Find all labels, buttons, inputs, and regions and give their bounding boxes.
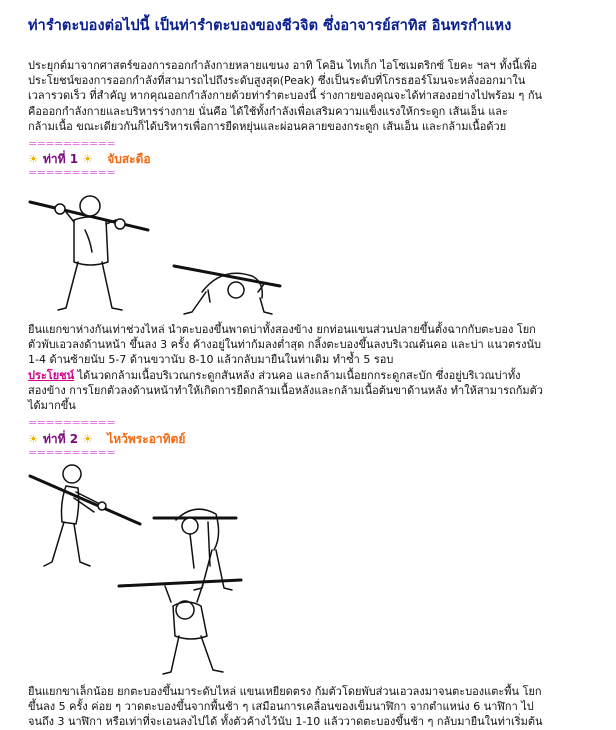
benefit-line xyxy=(28,368,596,383)
description-line: 1-4 ด้านซ้ายนับ 5-7 ด้านขวานับ 8-10 แล้วกลับมายืนในท่าเดิม ทำซ้ำ 5 รอบ xyxy=(28,353,394,367)
pose-2-description xyxy=(28,684,596,730)
page-title: ท่ารำตะบองต่อไปนี้ เป็นท่ารำตะบองของชีวจิต ซึ่งอาจารย์สาทิส อินทรกำแหง xyxy=(28,18,512,34)
divider-line: ========== xyxy=(28,446,116,459)
pose-1-bending-figure-illustration xyxy=(172,262,282,317)
sun-icon: ☀ xyxy=(28,152,39,166)
intro-line: ประโยชน์ของการออกกำลังที่สามารถไปถึงระดับสูงสุด(Peak) ซึ่งเป็นระดับที่โกรธฮอร์โมนจะหลั่งออกมาใน xyxy=(28,74,526,88)
description-line: จนถึง 3 นาฬิกา หรือเท่าที่จะเอนลงไปได้ ทั้งตัวค้างไว้นับ 1-10 แล้ววาดตะบองขึ้นช้า ๆ กลับมายืนในท่าเริ่มต้น xyxy=(28,715,543,729)
pose-2-standing-figure-illustration xyxy=(30,462,140,572)
pose-name: ไหว้พระอาทิตย์ xyxy=(107,432,186,446)
pose-1-description xyxy=(28,322,596,413)
divider-line: ========== xyxy=(28,416,116,429)
description-line: ยืนแยกขาเล็กน้อย ยกตะบองขึ้นมาระดับไหล่ แขนเหยียดตรง ก้มตัวโดยพับส่วนเอวลงมาจนตะบองแตะพื้น โยก xyxy=(28,685,542,698)
description-line: ยืนแยกขาห่างกันเท่าช่วงไหล่ นำตะบองขึ้นพาดบ่าทั้งสองข้าง ยกท่อนแขนส่วนปลายขึ้นตั้งฉากกับตะบอง โยก xyxy=(28,323,536,336)
pose-1-standing-figure-illustration xyxy=(30,190,150,315)
divider-line: ========== xyxy=(28,137,116,150)
benefit-link[interactable]: ประโยชน์ xyxy=(28,368,75,382)
sun-icon: ☀ xyxy=(82,152,94,166)
pose-prefix: ท่าที่ xyxy=(42,432,66,446)
pose-number: 2 xyxy=(69,432,79,446)
sun-icon: ☀ xyxy=(28,432,39,446)
pose-number: 1 xyxy=(69,152,79,166)
pose-prefix: ท่าที่ xyxy=(42,152,66,166)
intro-line: เวลารวดเร็ว ที่สำคัญ หากคุณออกกำลังกายด้วยท่ารำตะบองนี้ ร่างกายของคุณจะได้ท่าสองอย่างไปพร้อม ๆ กัน xyxy=(28,89,543,103)
benefit-text: ได้นวดกล้ามเนื้อบริเวณกระดูกสันหลัง ส่วนคอ และกล้ามเนื้อยกกระดูกสะบัก ซึ่งอยู่บริเวณบ่าทั้ง xyxy=(74,368,521,382)
divider-line: ========== xyxy=(28,166,116,179)
intro-line: คือออกกำลังกายและบริหารร่างกาย นั่นคือ ได้ใช้ทั้งกำลังเพื่อเสริมความแข็งแรงให้กระดูก เส้นเอ็น และ xyxy=(28,104,508,118)
pose-2-leaning-figure-illustration xyxy=(115,576,245,676)
sun-icon: ☀ xyxy=(82,432,94,446)
intro-line: กล้ามเนื้อ ขณะเดียวกันก็ได้บริหารเพื่อการยืดหยุ่นและผ่อนคลายของกระดูก เส้นเอ็น และกล้ามเนื้อด้วย xyxy=(28,119,507,133)
intro-paragraph xyxy=(28,58,596,134)
benefit-line: สองข้าง การโยกตัวลงด้านหน้าทำให้เกิดการยืดกล้ามเนื้อหลังและกล้ามเนื้อต้นขาด้านหลัง ทำให้สามารถก้มตัว xyxy=(28,383,543,397)
description-line: ตัวพับเอวลงด้านหน้า ขึ้นลง 3 ครั้ง ค้างอยู่ในท่าก้มลงต่ำสุด กลิ้งตะบองขึ้นลงบริเวณต้นคอ และบ่า แนวตรงนับ xyxy=(28,338,541,352)
pose-name: จับสะดือ xyxy=(107,152,151,166)
benefit-line: ได้มากขึ้น xyxy=(28,399,76,413)
description-line: ขึ้นลง 5 ครั้ง ค่อย ๆ วาดตะบองขึ้นจากพื้นช้า ๆ เสมือนการเคลื่อนของเข็มนาฬิกา จากตำแหน่ง 6 นาฬิกา ไป xyxy=(28,700,534,714)
intro-line: ประยุกต์มาจากศาสตร์ของการออกกำลังกายหลายแขนง อาทิ โคอิน ไทเก็ก ไอโซเมตริกซ์ โยคะ ฯลฯ ทั้งนี้เพื่อ xyxy=(28,59,538,72)
